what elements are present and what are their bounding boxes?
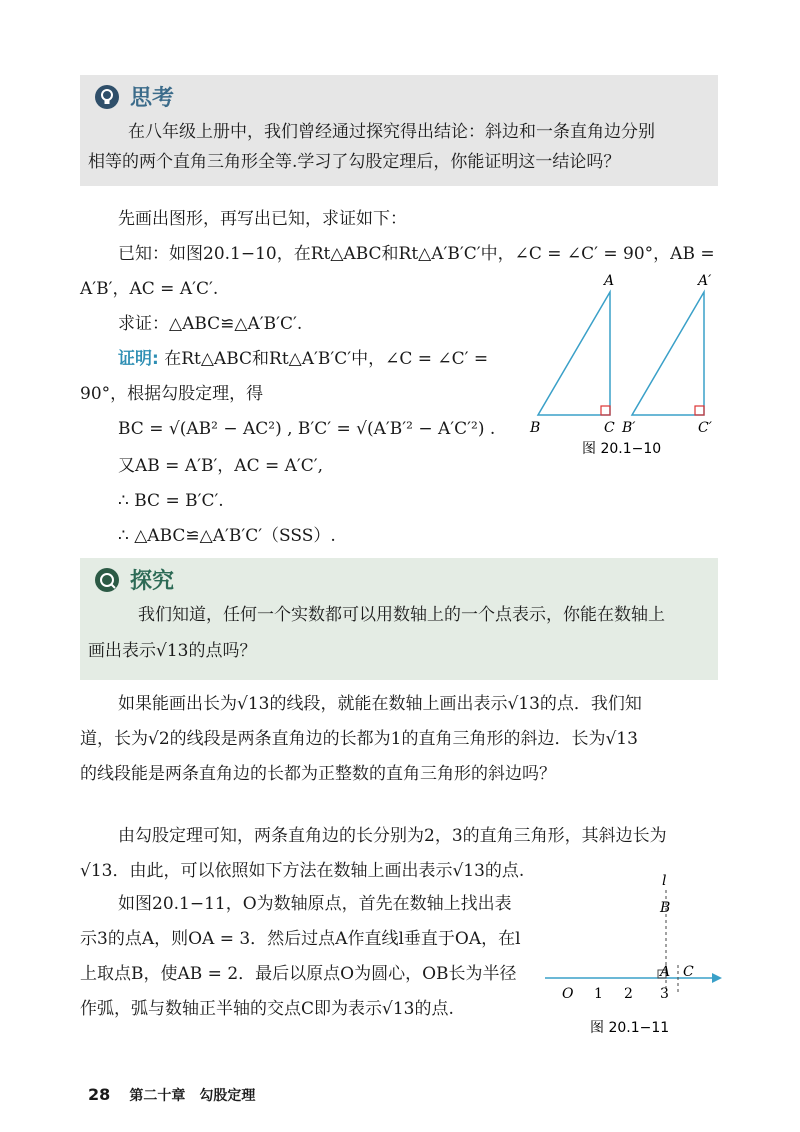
figure-20-1-11-caption: 图 20.1−11 bbox=[590, 1020, 670, 1036]
tick-label-3: 3 bbox=[660, 986, 669, 1002]
explore-line-1: 我们知道，任何一个实数都可以用数轴上的一个点表示，你能在数轴上 bbox=[138, 605, 665, 625]
para3-line-1: 如图20.1−11，O为数轴原点，首先在数轴上找出表 bbox=[118, 894, 512, 914]
label-a-prime: A′ bbox=[698, 273, 712, 289]
lightbulb-icon bbox=[94, 84, 120, 110]
para1-line-2: 道，长为√2的线段是两条直角边的长都为1的直角三角形的斜边．长为√13 bbox=[80, 729, 638, 749]
proof-intro: 先画出图形，再写出已知，求证如下： bbox=[118, 209, 407, 229]
para3-line-3: 上取点B，使AB = 2．最后以原点O为圆心，OB长为半径 bbox=[80, 964, 517, 984]
proof-text-1: 在Rt△ABC和Rt△A′B′C′中，∠C = ∠C′ = bbox=[164, 349, 489, 369]
tick-label-1: 1 bbox=[594, 986, 603, 1002]
think-header bbox=[94, 81, 174, 112]
para3-line-4: 作弧，弧与数轴正半轴的交点C即为表示√13的点. bbox=[80, 999, 454, 1019]
label-c-prime: C′ bbox=[698, 420, 712, 436]
proof-formula: BC = √(AB² − AC²) , B′C′ = √(A′B′² − A′C′²) . bbox=[118, 419, 496, 439]
page-number: 28 bbox=[88, 1085, 111, 1104]
explore-line-2: 画出表示√13的点吗？ bbox=[88, 641, 257, 661]
explore-box bbox=[80, 558, 718, 680]
think-line-1: 在八年级上册中，我们曾经通过探究得出结论：斜边和一条直角边分别 bbox=[128, 122, 655, 142]
para1-line-3: 的线段能是两条直角边的长都为正整数的直角三角形的斜边吗？ bbox=[80, 764, 556, 784]
proof-given-1: 已知：如图20.1−10，在Rt△ABC和Rt△A′B′C′中，∠C = ∠C′ = 90°，AB = bbox=[118, 244, 715, 264]
figure-20-1-10-caption: 图 20.1−10 bbox=[582, 441, 662, 457]
figure-20-1-10 bbox=[520, 270, 740, 460]
axis-arrow-icon bbox=[712, 973, 722, 983]
proof-line-1 bbox=[118, 348, 488, 370]
label-point-b: B bbox=[660, 900, 671, 916]
triangle-abc bbox=[538, 292, 610, 415]
proof-line-2: 90°，根据勾股定理，得 bbox=[80, 384, 264, 404]
explore-title: 探究 bbox=[130, 569, 175, 594]
label-b: B bbox=[530, 420, 541, 436]
para2-line-1: 由勾股定理可知，两条直角边的长分别为2，3的直角三角形，其斜边长为 bbox=[118, 826, 667, 846]
proof-line-4: ∴ BC = B′C′. bbox=[118, 491, 224, 511]
page-footer bbox=[88, 1085, 255, 1105]
label-b-prime: B′ bbox=[622, 420, 636, 436]
para3-line-2: 示3的点A，则OA = 3．然后过点A作直线l垂直于OA，在l bbox=[80, 929, 521, 949]
figure-20-1-11 bbox=[540, 870, 735, 1045]
label-point-a: A bbox=[660, 964, 671, 980]
para2-line-2: √13．由此，可以依照如下方法在数轴上画出表示√13的点. bbox=[80, 861, 525, 881]
explore-header bbox=[94, 564, 174, 595]
label-a: A bbox=[604, 273, 615, 289]
explore-icon bbox=[94, 567, 120, 593]
chapter-title: 第二十章 勾股定理 bbox=[129, 1088, 256, 1104]
think-line-2: 相等的两个直角三角形全等.学习了勾股定理后，你能证明这一结论吗？ bbox=[88, 152, 621, 172]
right-angle-c2 bbox=[695, 406, 704, 415]
label-c: C bbox=[604, 420, 615, 436]
proof-prove: 求证：△ABC≌△A′B′C′. bbox=[118, 314, 303, 334]
proof-conclusion: ∴ △ABC≌△A′B′C′（SSS）. bbox=[118, 526, 336, 546]
triangle-a2b2c2 bbox=[632, 292, 704, 415]
label-line-l: l bbox=[662, 873, 667, 889]
think-box bbox=[80, 75, 718, 186]
right-angle-c bbox=[601, 406, 610, 415]
label-point-c: C bbox=[683, 964, 694, 980]
para1-line-1: 如果能画出长为√13的线段，就能在数轴上画出表示√13的点．我们知 bbox=[118, 694, 642, 714]
label-origin-o: O bbox=[562, 986, 574, 1002]
proof-line-3: 又AB = A′B′，AC = A′C′, bbox=[118, 456, 324, 476]
proof-label: 证明: bbox=[118, 349, 159, 369]
think-title: 思考 bbox=[130, 86, 175, 111]
proof-given-2: A′B′，AC = A′C′. bbox=[80, 279, 219, 299]
tick-label-2: 2 bbox=[624, 986, 633, 1002]
